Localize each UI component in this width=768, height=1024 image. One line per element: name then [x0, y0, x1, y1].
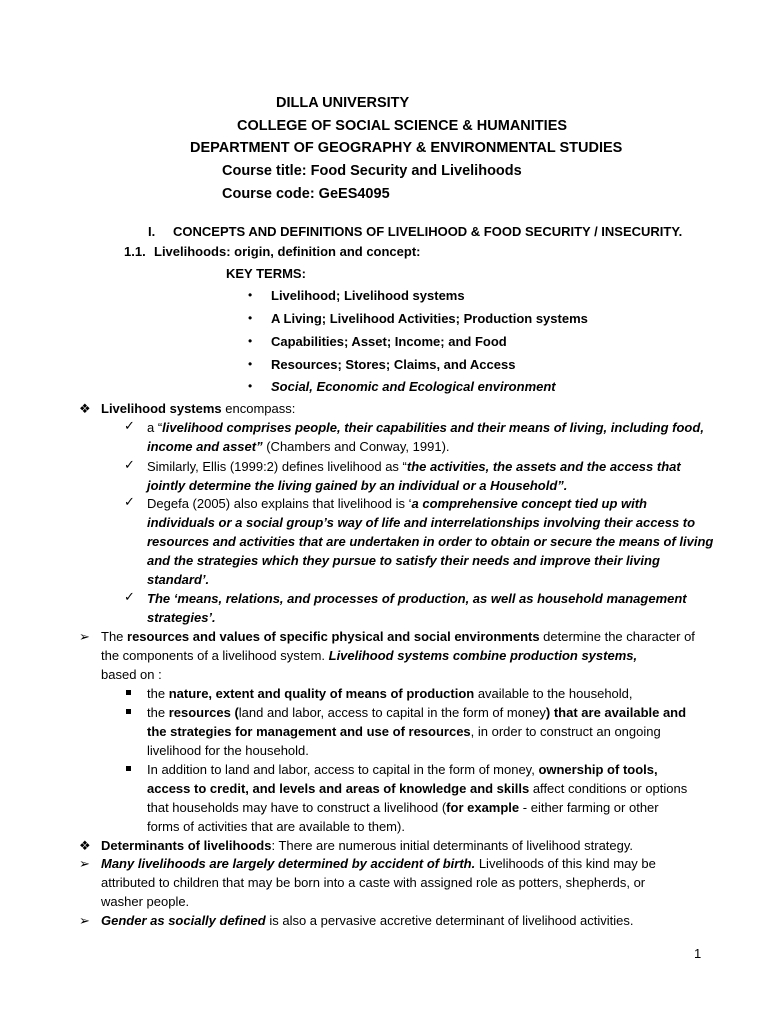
square-bullet-icon [126, 766, 131, 771]
checkmark-icon: ✓ [124, 589, 135, 604]
key-term-item: A Living; Livelihood Activities; Production systems [271, 311, 588, 326]
checkmark-icon: ✓ [124, 418, 135, 433]
diamond-bullet-icon: ❖ [79, 401, 91, 416]
subsection-number: 1.1. [124, 244, 146, 259]
key-term-item: Social, Economic and Ecological environment [271, 379, 556, 394]
paragraph-line: Gender as socially defined is also a pervasive accretive determinant of livelihood activities. [101, 913, 634, 928]
paragraph-line: washer people. [101, 894, 190, 909]
bullet-icon: • [248, 357, 253, 371]
paragraph-line: that households may have to construct a livelihood (for example - either farming or other [147, 800, 659, 815]
paragraph-line: forms of activities that are available to them). [147, 819, 405, 834]
paragraph-line: individuals or a social group’s way of life and interrelationships involving their access to [147, 515, 696, 530]
paragraph-line: jointly determine the living gained by an individual or a Household”. [147, 478, 568, 493]
paragraph-line: The resources and values of specific physical and social environments determine the character of [101, 629, 695, 644]
arrow-bullet-icon: ➢ [79, 856, 90, 871]
page-number: 1 [694, 946, 702, 961]
paragraph-line: income and asset” (Chambers and Conway, 1991). [147, 439, 450, 454]
college-name: COLLEGE OF SOCIAL SCIENCE & HUMANITIES [237, 118, 568, 134]
course-code: Course code: GeES4095 [222, 186, 390, 202]
bullet-icon: • [248, 311, 253, 325]
paragraph-line: a “livelihood comprises people, their capabilities and their means of living, including food, [147, 420, 704, 435]
paragraph-line: the strategies for management and use of resources, in order to construct an ongoing [147, 724, 661, 739]
paragraph-line: Livelihood systems encompass: [101, 401, 296, 416]
paragraph-line: the nature, extent and quality of means of production available to the household, [147, 686, 633, 701]
section-number: I. [148, 224, 156, 239]
bullet-icon: • [248, 288, 253, 302]
department-name: DEPARTMENT OF GEOGRAPHY & ENVIRONMENTAL STUDIES [190, 140, 623, 156]
paragraph-line: the resources (land and labor, access to capital in the form of money) that are available and [147, 705, 687, 720]
section-title: CONCEPTS AND DEFINITIONS OF LIVELIHOOD & FOOD SECURITY / INSECURITY. [173, 224, 683, 239]
paragraph-line: livelihood for the household. [147, 743, 309, 758]
square-bullet-icon [126, 690, 131, 695]
square-bullet-icon [126, 709, 131, 714]
arrow-bullet-icon: ➢ [79, 913, 90, 928]
diamond-bullet-icon: ❖ [79, 838, 91, 853]
paragraph-line: strategies’. [147, 610, 216, 625]
key-term-item: Capabilities; Asset; Income; and Food [271, 334, 507, 349]
subsection-title: Livelihoods: origin, definition and concept: [154, 244, 421, 259]
paragraph-line: based on : [101, 667, 162, 682]
bullet-icon: • [248, 334, 253, 348]
course-title: Course title: Food Security and Livelihoods [222, 163, 522, 179]
paragraph-line: and the strategies which they pursue to satisfy their needs and improve their living [147, 553, 660, 568]
key-term-item: Livelihood; Livelihood systems [271, 288, 465, 303]
bullet-icon: • [248, 379, 253, 393]
key-term-item: Resources; Stores; Claims, and Access [271, 357, 516, 372]
key-terms-label: KEY TERMS: [226, 266, 306, 281]
university-name: DILLA UNIVERSITY [276, 95, 410, 111]
paragraph-line: Many livelihoods are largely determined by accident of birth. Livelihoods of this kind may be [101, 856, 656, 871]
paragraph-line: Degefa (2005) also explains that livelihood is ‘a comprehensive concept tied up with [147, 496, 647, 511]
paragraph-line: In addition to land and labor, access to capital in the form of money, ownership of tools, [147, 762, 658, 777]
checkmark-icon: ✓ [124, 494, 135, 509]
paragraph-line: Determinants of livelihoods: There are numerous initial determinants of livelihood strategy. [101, 838, 634, 853]
paragraph-line: attributed to children that may be born into a caste with assigned role as potters, shepherds, or [101, 875, 646, 890]
paragraph-line: resources and activities that are undertaken in order to obtain or secure the means of living [147, 534, 714, 549]
paragraph-line: access to credit, and levels and areas of knowledge and skills affect conditions or options [147, 781, 688, 796]
paragraph-line: standard’. [147, 572, 210, 587]
checkmark-icon: ✓ [124, 457, 135, 472]
paragraph-line: the components of a livelihood system. Livelihood systems combine production systems, [101, 648, 638, 663]
arrow-bullet-icon: ➢ [79, 629, 90, 644]
paragraph-line: Similarly, Ellis (1999:2) defines livelihood as “the activities, the assets and the access that [147, 459, 681, 474]
paragraph-line: The ‘means, relations, and processes of production, as well as household management [147, 591, 687, 606]
